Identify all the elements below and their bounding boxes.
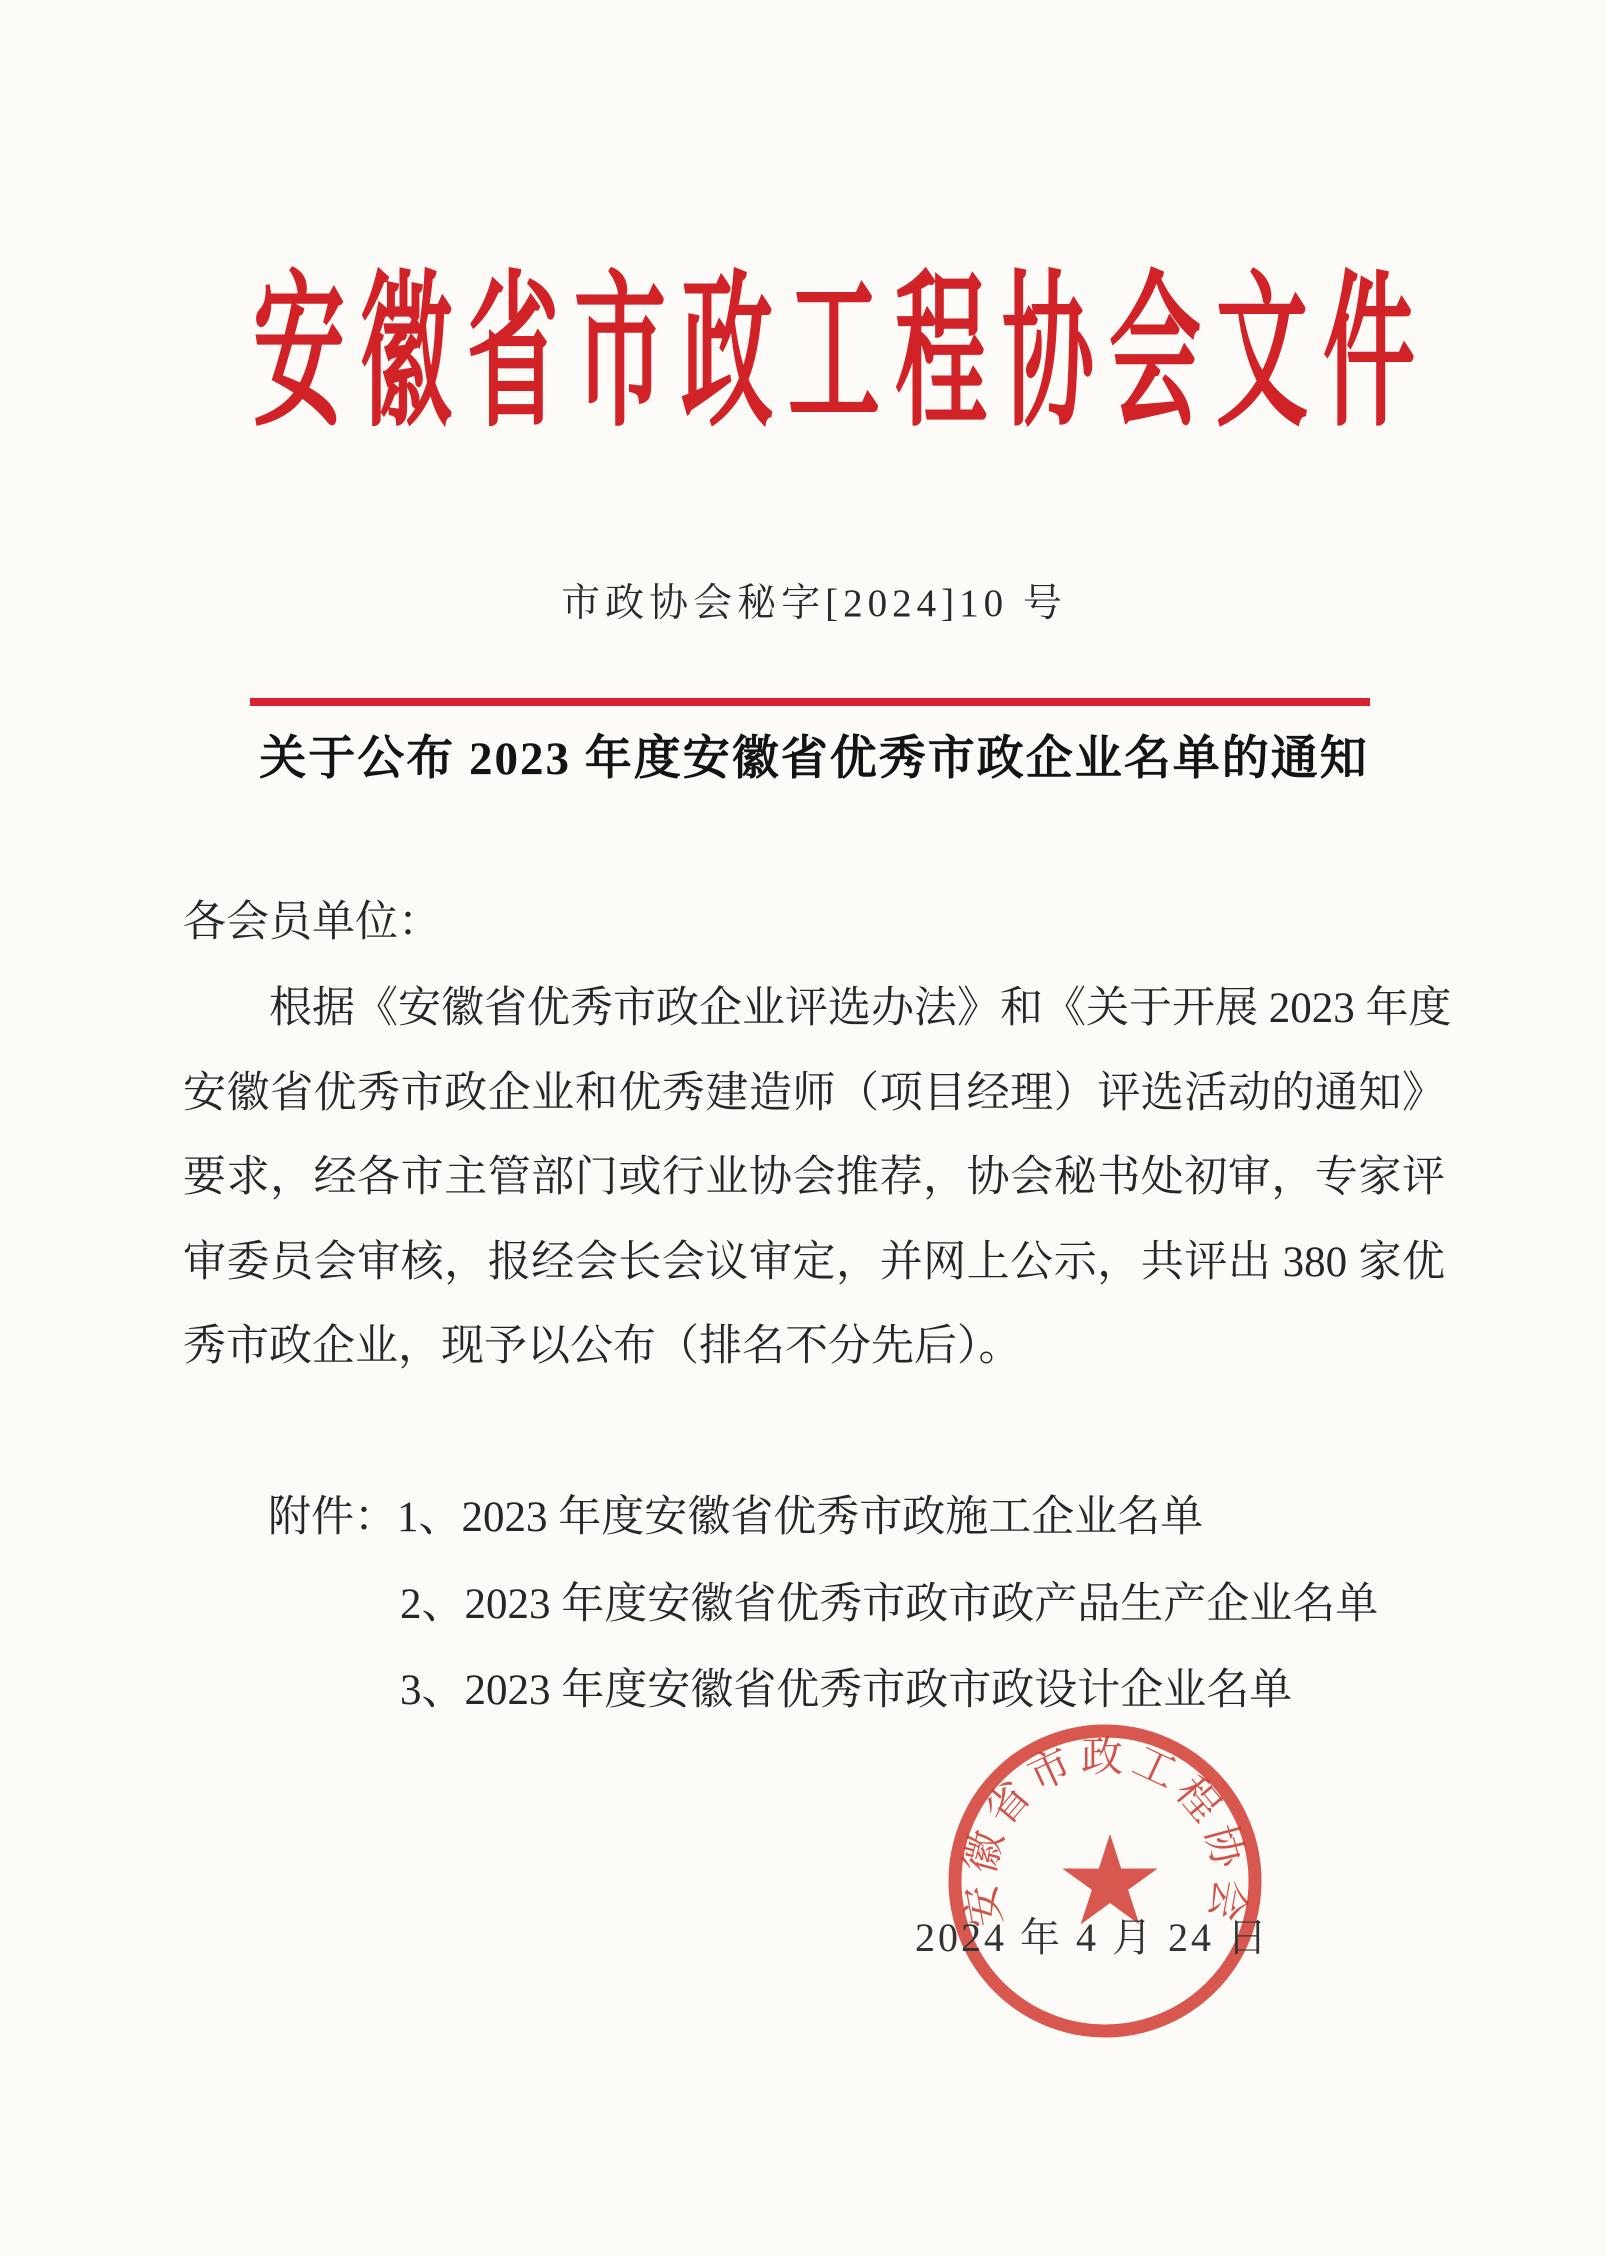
body-line: 秀市政企业，现予以公布（排名不分先后）。 <box>183 1323 1022 1370</box>
body-line: 审委员会审核，报经会长会议审定，并网上公示，共评出 380 家优 <box>183 1238 1445 1286</box>
body-paragraph <box>183 967 1452 1390</box>
attachments-block <box>183 1475 1523 1735</box>
body-line: 安徽省优秀市政企业和优秀建造师（项目经理）评选活动的通知》 <box>183 1069 1445 1117</box>
attachment-item-text: 1、2023 年度安徽省优秀市政施工企业名单 <box>397 1494 1204 1541</box>
document-number: 市政协会秘字[2024]10 号 <box>561 582 1067 625</box>
body-line: 根据《安徽省优秀市政企业评选办法》和《关于开展 2023 年度 <box>269 985 1452 1032</box>
attachment-item <box>183 1475 1523 1562</box>
attachment-item <box>183 1562 1523 1649</box>
issue-date: 2024 年 4 月 24 日 <box>915 1915 1270 1960</box>
official-seal <box>930 1706 1280 2056</box>
masthead-title: 安徽省市政工程协会文件 <box>253 260 1431 447</box>
attachment-label: 附件： <box>268 1494 397 1541</box>
attachment-item <box>183 1648 1523 1735</box>
salutation: 各会员单位： <box>183 899 441 946</box>
red-rule-divider <box>250 698 1370 706</box>
body-line: 要求，经各市主管部门或行业协会推荐，协会秘书处初审，专家评 <box>183 1154 1445 1201</box>
seal-arc-text: 安徽省市政工程协会 <box>957 1734 1253 1931</box>
seal-star-icon <box>1062 1834 1157 1925</box>
attachment-item-text: 3、2023 年度安徽省优秀市政市政设计企业名单 <box>400 1667 1293 1714</box>
attachment-item-text: 2、2023 年度安徽省优秀市政市政产品生产企业名单 <box>400 1580 1379 1628</box>
notice-title: 关于公布 2023 年度安徽省优秀市政企业名单的通知 <box>259 733 1369 785</box>
